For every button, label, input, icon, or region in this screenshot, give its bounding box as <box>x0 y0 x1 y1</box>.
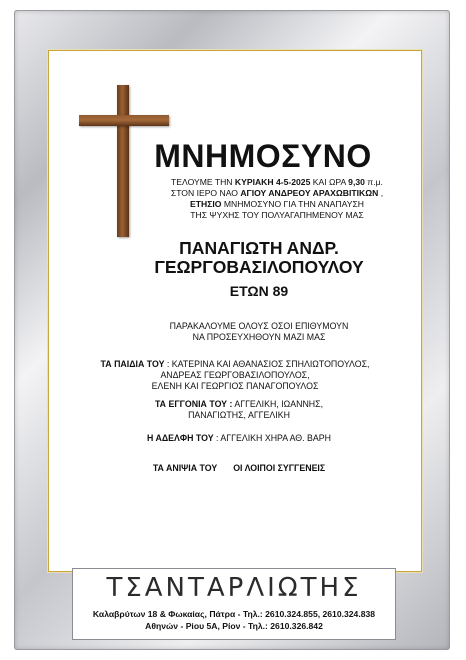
advert-address-patra: Καλαβρύτων 18 & Φωκαίας, Πάτρα - Τηλ.: 2610.324.855, 2610.324.838 <box>92 609 376 619</box>
funeral-home-advert <box>72 568 396 640</box>
other-relatives: ΟΙ ΛΟΙΠΟΙ ΣΥΓΓΕΝΕΙΣ <box>233 463 326 473</box>
notice-title: ΜΝΗΜΟΣΥΝΟ <box>154 138 372 174</box>
children-label: ΤΑ ΠΑΙΔΙΑ ΤΟΥ <box>100 359 165 369</box>
sister-line: Η ΑΔΕΛΦΗ ΤΟΥ : ΑΓΓΕΛΙΚΗ ΧΗΡΑ ΑΘ. ΒΑΡΗ <box>147 433 331 443</box>
deceased-age: ΕΤΩΝ 89 <box>229 283 289 299</box>
nephews-relatives-line <box>89 463 389 474</box>
ceremony-date: ΚΥΡΙΑΚΗ 4-5-2025 <box>234 177 311 187</box>
invitation-line-3: ΕΤΗΣΙΟ ΜΝΗΜΟΣΥΝΟ ΓΙΑ ΤΗΝ ΑΝΑΠΑΥΣΗ <box>190 199 364 209</box>
ceremony-time: 9,30 <box>348 177 365 187</box>
grandchildren-list: ΤΑ ΕΓΓΟΝΙΑ ΤΟΥ : ΑΓΓΕΛΙΚΗ, ΙΩΑΝΝΗΣ, ΠΑΝΑΓΙΩΤΗΣ, ΑΓΓΕΛΙΚΗ <box>154 399 324 420</box>
church-name: ΑΓΙΟΥ ΑΝΔΡΕΟΥ ΑΡΑΧΩΒΙΤΙΚΩΝ <box>240 188 379 198</box>
invitation-text <box>167 177 387 221</box>
cross-vertical-beam <box>117 85 129 237</box>
invitation-line-4: ΤΗΣ ΨΥΧΗΣ ΤΟΥ ΠΟΛΥΑΓΑΠΗΜΕΝΟΥ ΜΑΣ <box>190 210 364 220</box>
prayer-request: ΠΑΡΑΚΑΛΟΥΜΕ ΟΛΟΥΣ ΟΣΟΙ ΕΠΙΘΥΜΟΥΝ ΝΑ ΠΡΟΣΕΥΧΗΘΟΥΝ ΜΑΖΙ ΜΑΣ <box>169 321 349 342</box>
cross-horizontal-beam <box>79 115 169 126</box>
children-list: ΤΑ ΠΑΙΔΙΑ ΤΟΥ : ΚΑΤΕΡΙΝΑ ΚΑΙ ΑΘΑΝΑΣΙΟΣ ΣΠΗΛΙΩΤΟΠΟΥΛΟΣ, ΑΝΔΡΕΑΣ ΓΕΩΡΓΟΒΑΣΙΛΟΠΟΥΛΟΣ, ΕΛΕΝΗ ΚΑΙ ΓΕΩΡΓΙΟΣ ΠΑΝΑΓΟΠΟΥΛΟΣ <box>100 359 370 391</box>
advert-address-rio: Αθηνών - Ρίου 5Α, Ρίον - Τηλ.: 2610.326.842 <box>145 621 323 631</box>
grandchildren-label: ΤΑ ΕΓΓΟΝΙΑ ΤΟΥ : <box>154 399 233 409</box>
invitation-line-1: ΤΕΛΟΥΜΕ ΤΗΝ ΚΥΡΙΑΚΗ 4-5-2025 ΚΑΙ ΩΡΑ 9,30 π.μ. <box>171 177 383 187</box>
nephews-label: ΤΑ ΑΝΙΨΙΑ ΤΟΥ <box>152 463 218 473</box>
sister-label: Η ΑΔΕΛΦΗ ΤΟΥ <box>147 433 214 443</box>
invitation-line-2: ΣΤΟΝ ΙΕΡΟ ΝΑΟ ΑΓΙΟΥ ΑΝΔΡΕΟΥ ΑΡΑΧΩΒΙΤΙΚΩΝ , <box>170 188 384 198</box>
funeral-home-name: ΤΣΑΝΤΑΡΛΙΩΤΗΣ <box>106 573 362 603</box>
deceased-name: ΠΑΝΑΓΙΩΤΗ ΑΝΔΡ. ΓΕΩΡΓΟΒΑΣΙΛΟΠΟΥΛΟΥ <box>154 238 364 277</box>
memorial-notice <box>48 50 422 572</box>
